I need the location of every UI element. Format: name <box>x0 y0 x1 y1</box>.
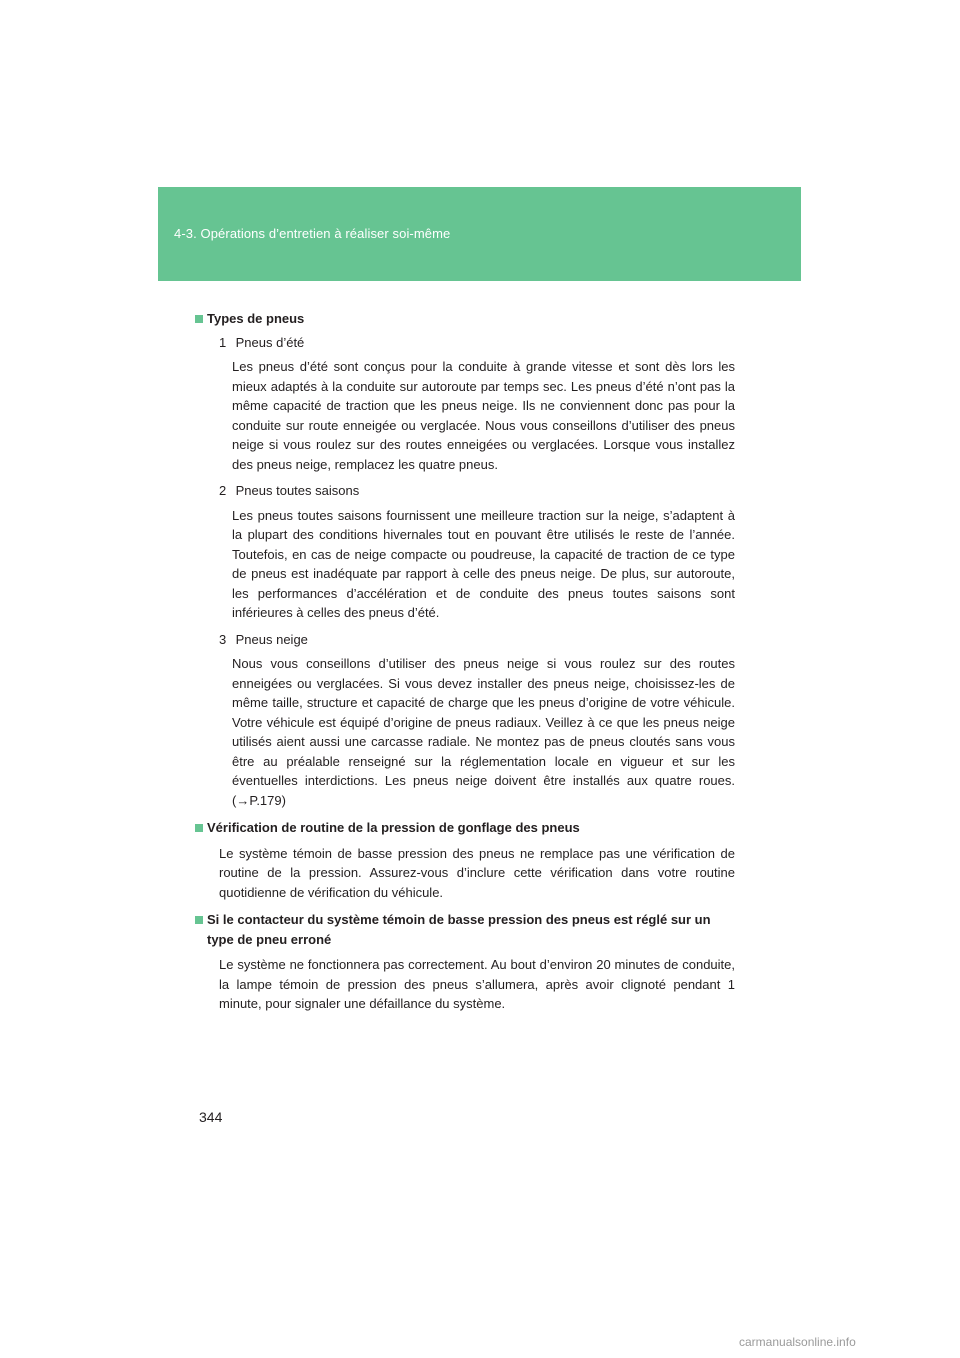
item-title: Pneus d’été <box>235 334 305 350</box>
list-item-label <box>219 481 735 501</box>
section-tire-types <box>207 309 735 810</box>
chapter-header <box>158 187 801 281</box>
list-item-label <box>219 333 735 353</box>
page-number: 344 <box>199 1109 223 1125</box>
section-pressure-check <box>207 818 735 902</box>
list-item-label <box>219 630 735 650</box>
section-heading-text: Si le contacteur du système témoin de basse pression des pneus est réglé sur un type de pneu erroné <box>207 912 711 947</box>
section-heading-text: Types de pneus <box>207 311 305 326</box>
item-title: Pneus neige <box>235 631 308 647</box>
item-number: 3 <box>219 631 227 647</box>
item-number: 2 <box>219 483 227 498</box>
section-heading <box>195 818 735 838</box>
section-heading <box>195 309 735 329</box>
bullet-square-icon <box>195 824 203 832</box>
bullet-square-icon <box>195 916 203 924</box>
item-title: Pneus toutes saisons <box>235 483 360 498</box>
chapter-title: 4-3. Opérations d’entretien à réaliser soi-même <box>174 226 451 241</box>
item-number: 1 <box>219 334 227 350</box>
bullet-square-icon <box>195 315 203 323</box>
page-content <box>207 309 735 1014</box>
section-heading-text: Vérification de routine de la pression de gonflage des pneus <box>207 820 580 835</box>
section-wrong-tire-type <box>207 910 735 1014</box>
watermark: carmanualsonline.info <box>739 1335 856 1349</box>
item-body: Nous vous conseillons d’utiliser des pneus neige si vous roulez sur des routes enneigées ou verglacées. Si vous devez installer des pneus neige, choisissez-les de même taille, structure et capacité de charge que les pneus d’origine de votre véhicule. Votre véhicule est équipé d’origine de pneus radiaux. Veillez à ce que les pneus neige utilisés aient aussi une carcasse radiale. Ne montez pas de pneus cloutés sans vous être au préalable renseigné sur la réglementation locale en vigueur et sur les éventuelles interdictions. Les pneus neige doivent être installés aux quatre roues. (→P.179) <box>232 656 735 808</box>
section-heading <box>195 910 735 949</box>
section-body: Le système ne fonctionnera pas correctement. Au bout d’environ 20 minutes de conduite, la lampe témoin de pression des pneus s’allumera, après avoir clignoté pendant 1 minute, pour signaler une défaillance du système. <box>219 957 735 1011</box>
item-body: Les pneus toutes saisons fournissent une meilleure traction sur la neige, s’adaptent à la plupart des conditions hivernales tout en pouvant être utilisés le reste de l’année. Toutefois, en cas de neige compacte ou poudreuse, la capacité de traction de ce type de pneus est inadéquate par rapport à celle des pneus neige. De plus, sur autoroute, les performances d’accélération et de conduite des pneus toutes saisons sont inférieures à celles des pneus d’été. <box>232 507 735 620</box>
item-body: Les pneus d’été sont conçus pour la conduite à grande vitesse et sont dès lors les mieux adaptés à la conduite sur autoroute par temps sec. Les pneus d’été n’ont pas la même capacité de traction que les pneus neige. Ils ne conviennent donc pas pour la conduite sur route enneigée ou verglacée. Nous vous conseillons d’utiliser des pneus neige si vous roulez sur des routes enneigées ou verglacées. Lorsque vous installez des pneus neige, remplacez les quatre pneus. <box>232 359 735 472</box>
section-body: Le système témoin de basse pression des pneus ne remplace pas une vérification de routine de la pression. Assurez-vous d’inclure cette vérification dans votre routine quotidienne de vérification du véhicule. <box>219 845 735 900</box>
